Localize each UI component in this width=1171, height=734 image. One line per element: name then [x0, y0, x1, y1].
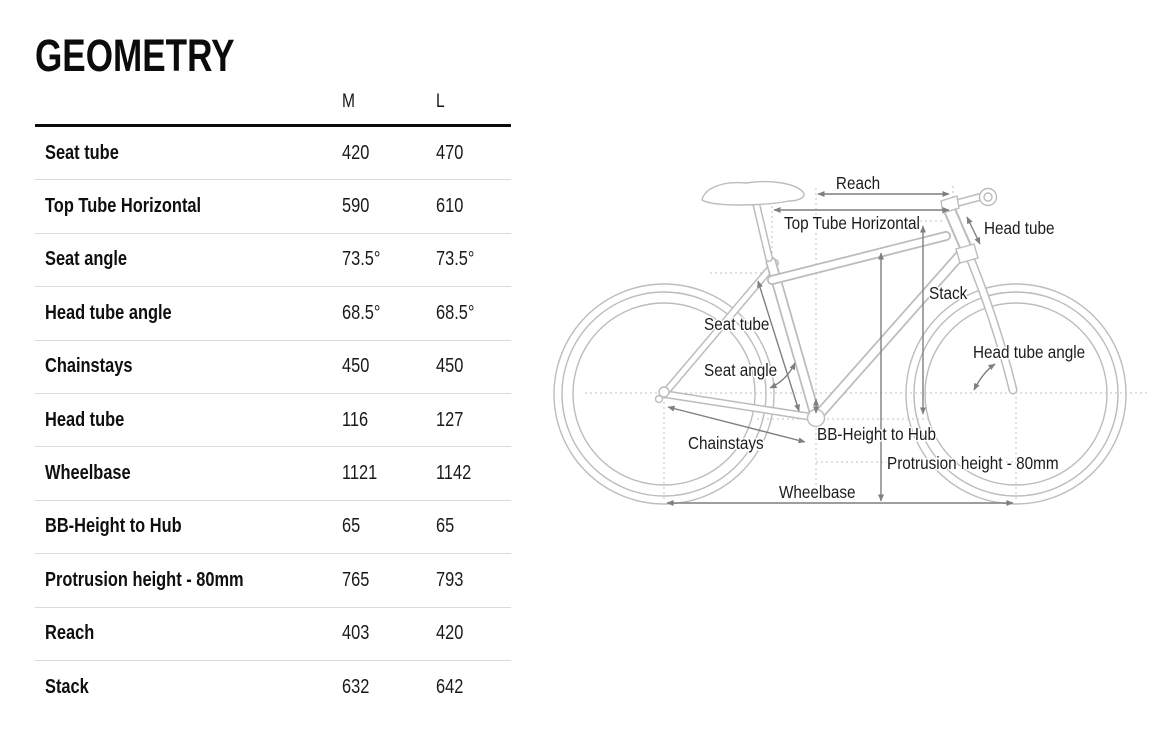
head-tube-angle-label: Head tube angle: [973, 341, 1086, 363]
geometry-table: [35, 30, 511, 714]
row-value-m: 68.5°: [342, 301, 381, 324]
row-value-m: 73.5°: [342, 248, 381, 271]
head-tube-label: Head tube: [984, 217, 1055, 239]
row-label: Seat tube: [45, 141, 119, 164]
table-row: [35, 341, 511, 394]
handlebar: [941, 189, 997, 214]
row-value-m: 116: [342, 408, 369, 431]
table-row: [35, 608, 511, 661]
bike-geometry-diagram: [550, 152, 1171, 534]
row-value-m: 632: [342, 676, 370, 699]
row-label: Head tube: [45, 408, 125, 431]
table-row: [35, 287, 511, 340]
row-value-l: 68.5°: [436, 301, 475, 324]
table-row: [35, 447, 511, 500]
table-row: [35, 661, 511, 714]
chainstays-label: Chainstays: [688, 432, 764, 454]
row-value-m: 450: [342, 355, 370, 378]
protrusion-height-label: Protrusion height - 80mm: [887, 452, 1059, 474]
seat-tube-label: Seat tube: [704, 313, 770, 335]
row-label: Head tube angle: [45, 301, 172, 324]
row-value-l: 73.5°: [436, 248, 475, 271]
row-value-l: 127: [436, 408, 464, 431]
grip-ring: [984, 193, 992, 201]
column-header-l: L: [436, 91, 445, 112]
table-row: [35, 234, 511, 287]
table-row: [35, 127, 511, 180]
row-label: Protrusion height - 80mm: [45, 568, 244, 591]
table-row: [35, 180, 511, 233]
table-header: [35, 76, 511, 127]
table-row: [35, 554, 511, 607]
page-title: GEOMETRY: [35, 30, 235, 81]
row-label: Reach: [45, 622, 95, 645]
row-label: Stack: [45, 676, 89, 699]
row-label: Top Tube Horizontal: [45, 195, 202, 218]
row-value-m: 1121: [342, 462, 378, 485]
table-row: [35, 394, 511, 447]
row-value-l: 470: [436, 141, 464, 164]
reach-label: Reach: [835, 172, 881, 194]
rear-derailleur: [656, 396, 663, 403]
row-value-m: 590: [342, 195, 370, 218]
row-value-l: 642: [436, 676, 464, 699]
row-label: Chainstays: [45, 355, 133, 378]
table-row: [35, 501, 511, 554]
column-header-m: M: [342, 91, 355, 112]
row-value-m: 65: [342, 515, 361, 538]
wheelbase-label: Wheelbase: [779, 481, 856, 503]
row-label: Seat angle: [45, 248, 128, 271]
top-tube-horizontal-label: Top Tube Horizontal: [784, 212, 920, 234]
saddle: [702, 182, 804, 205]
row-value-l: 610: [436, 195, 464, 218]
bb-height-to-hub-label: BB-Height to Hub: [817, 423, 936, 445]
seat-angle-label: Seat angle: [704, 359, 778, 381]
head-tube-angle-arc: [974, 364, 995, 390]
row-value-l: 1142: [436, 462, 472, 485]
row-label: BB-Height to Hub: [45, 515, 182, 538]
row-value-m: 420: [342, 141, 370, 164]
row-value-l: 420: [436, 622, 464, 645]
row-label: Wheelbase: [45, 462, 131, 485]
row-value-l: 793: [436, 568, 464, 591]
row-value-l: 65: [436, 515, 455, 538]
stack-label: Stack: [929, 282, 968, 304]
row-value-l: 450: [436, 355, 464, 378]
row-value-m: 765: [342, 568, 370, 591]
row-value-m: 403: [342, 622, 370, 645]
